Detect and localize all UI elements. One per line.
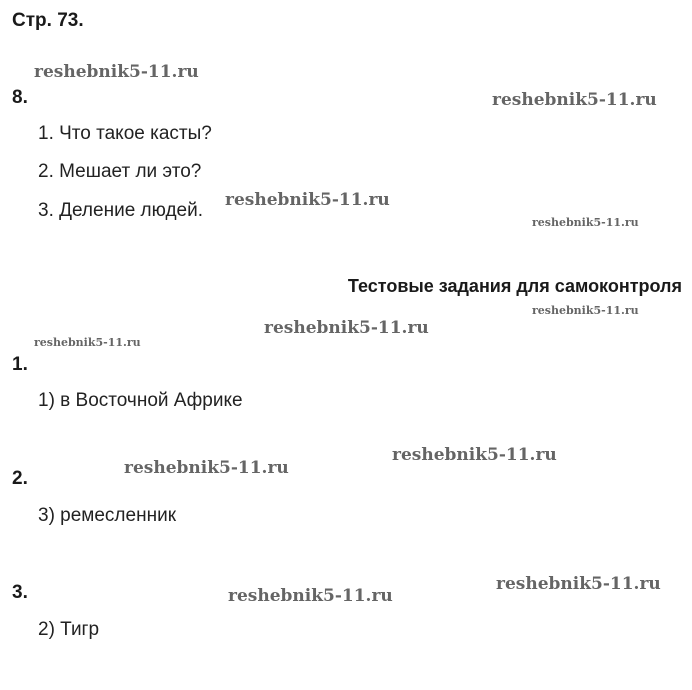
task-8-number: 8. — [12, 87, 28, 108]
test-question-3-answer: 2) Тигр — [38, 619, 100, 640]
test-question-1-number: 1. — [12, 354, 28, 375]
test-question-3-number: 3. — [12, 582, 28, 603]
test-question-2-number: 2. — [12, 468, 28, 489]
watermark: reshebnik5-11.ru — [34, 336, 141, 349]
watermark: reshebnik5-11.ru — [228, 586, 393, 606]
watermark: reshebnik5-11.ru — [532, 304, 639, 317]
page-number: Стр. 73. — [12, 10, 84, 31]
watermark: reshebnik5-11.ru — [532, 216, 639, 229]
watermark: reshebnik5-11.ru — [34, 62, 199, 82]
watermark: reshebnik5-11.ru — [496, 574, 661, 594]
section-title: Тестовые задания для самоконтроля — [347, 276, 682, 296]
watermark: reshebnik5-11.ru — [225, 190, 390, 210]
task-8-item-1: 1. Что такое касты? — [38, 123, 212, 144]
watermark: reshebnik5-11.ru — [392, 445, 557, 465]
watermark: reshebnik5-11.ru — [124, 458, 289, 478]
task-8-item-2: 2. Мешает ли это? — [38, 161, 202, 182]
test-question-1-answer: 1) в Восточной Африке — [38, 390, 243, 411]
watermark: reshebnik5-11.ru — [492, 90, 657, 110]
task-8-item-3: 3. Деление людей. — [38, 200, 203, 221]
test-question-2-answer: 3) ремесленник — [38, 505, 177, 526]
watermark: reshebnik5-11.ru — [264, 318, 429, 338]
